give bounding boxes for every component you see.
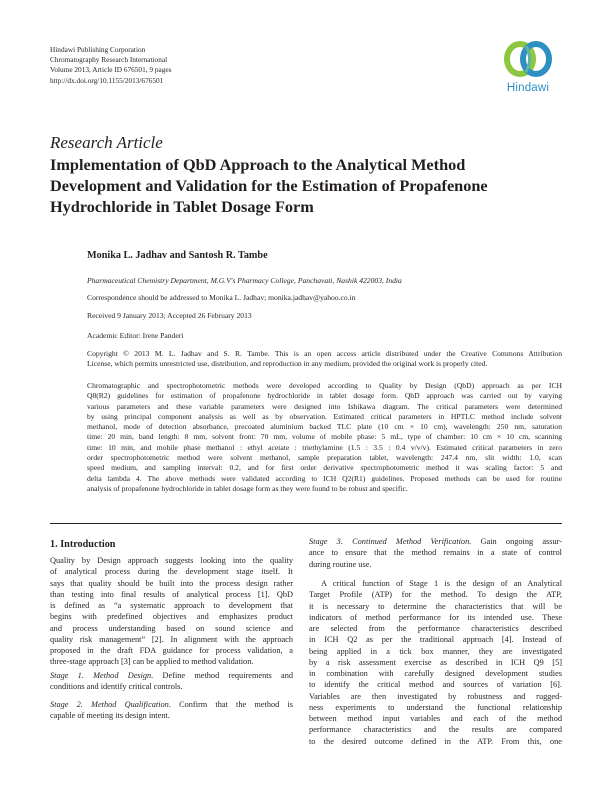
hindawi-logo: [494, 36, 562, 108]
hindawi-logo-icon: [502, 36, 554, 82]
text-line: begins with predefined objectives and emphasizes product: [50, 612, 293, 622]
text-line: ance to ensure that the method remains in a state of control: [309, 548, 562, 558]
stage-label: Stage 2. Method Qualification.: [50, 700, 171, 709]
journal-masthead: [50, 45, 171, 86]
text-line: of analytical process during the development stage itself. It: [50, 567, 293, 577]
article-type: Research Article: [50, 133, 163, 152]
text-line: proposed in the draft FDA guidance for process validation, a: [50, 646, 293, 655]
abstract-line: time: 20 min, band length: 8 mm, solvent front: 70 mm, volume of mobile phase: 5 mL, type of chamber: 10 cm × 10 cm, scanning: [87, 432, 562, 442]
text-line: in ICH Q2 as per the traditional approach [4]. Instead of: [309, 635, 562, 645]
text-line: [309, 536, 562, 547]
text-line: being applied in a tick box manner, they are investigated: [309, 646, 562, 656]
text-line: by a risk assessment exercise as described in ICH Q9 [5]: [309, 657, 562, 667]
publisher-name: Hindawi Publishing Corporation: [50, 45, 146, 54]
abstract-line: speed medium, and sampling interval: 0.2, and for first order derivative spectrophotometric method it was scaling factor: 5 and: [87, 463, 562, 473]
abstract-line: analysis of propafenone hydrochloride in tablet dosage form as they were found to be robust and specific.: [87, 483, 408, 493]
stage-3-paragraph: [309, 536, 562, 570]
section-divider: [50, 523, 562, 524]
abstract-line: time: 10 min, and mobile phase methanol : ethyl acetate : triethylamine (1.5 : 3.5 : 0.4 v/v/v). Estimated critical parameters in zero: [87, 442, 562, 452]
text-line: performance characteristics and the results are compared: [309, 725, 562, 735]
copyright-line: Copyright © 2013 M. L. Jadhav and S. R. Tambe. This is an open access article distributed under the Creative Commons Attribution: [87, 349, 562, 358]
text-line: are selected from the performance characteristics described: [309, 624, 562, 633]
stage-2-paragraph: [50, 699, 293, 722]
copyright-line: License, which permits unrestricted use, distribution, and reproduction in any medium, provided the original work is properly cited.: [87, 359, 488, 369]
text-line: Variables are then investigated by robustness and rugged-: [309, 691, 562, 701]
title-line: Development and Validation for the Estimation of Propafenone: [50, 176, 488, 195]
correspondence: Correspondence should be addressed to Monika L. Jadhav; monika.jadhav@yahoo.co.in: [87, 293, 356, 302]
stage-label: Stage 1. Method Design.: [50, 671, 154, 680]
text-line: [50, 699, 293, 710]
abstract-line: methanol, mode of detection absorbance, precoated aluminium backed TLC plate (10 cm × 10 cm), wavelength: 250 nm, saturation: [87, 422, 562, 432]
text-line: [50, 670, 293, 681]
text-line: Quality by Design approach suggests looking into the quality: [50, 556, 293, 565]
stage-text: Confirm that the method is: [170, 700, 293, 709]
academic-editor: Academic Editor: Irene Panderi: [87, 331, 184, 340]
text-line: indicators of method performance for its intended use. These: [309, 612, 562, 622]
text-line: to the desired outcome defined in the ATP. From this, one: [309, 736, 562, 746]
text-line: between method input variables and each of the method: [309, 714, 562, 723]
intro-paragraph: [50, 555, 293, 668]
text-line: Target Profile (ATP) for the method. To design the ATP,: [309, 590, 562, 600]
abstract-line: by using principal component analysis as well as by observation. Estimated critical parameters in HPTLC method include solvent: [87, 411, 562, 421]
stage-1-paragraph: [50, 670, 293, 693]
text-line: three-stage approach [3] can be applied to method validation.: [50, 657, 254, 667]
text-line: is defined as “a systematic approach to development that: [50, 601, 293, 610]
section-heading-introduction: 1. Introduction: [50, 539, 116, 550]
text-line: A critical function of Stage 1 is the design of an Analytical: [321, 579, 562, 588]
copyright-notice: [87, 349, 562, 370]
abstract-line: order spectrophotometric method were solvent methanol, sample preparation tablet, wavelength: 247.4 nm, slit width: 1.0, scan: [87, 453, 562, 463]
authors: Monika L. Jadhav and Santosh R. Tambe: [87, 250, 268, 261]
abstract: [87, 381, 562, 494]
text-line: it is necessary to determine the characteristics that will be: [309, 601, 562, 611]
text-line: during routine use.: [309, 559, 372, 569]
affiliation: Pharmaceutical Chemistry Department, M.G.V's Pharmacy College, Panchavati, Nashik 422003, India: [87, 276, 402, 285]
text-line: to identify the critical method and sources of variation [6].: [309, 680, 562, 690]
text-line: in combination with carefully designed development studies: [309, 669, 562, 678]
stage-text: Define method requirements and: [153, 671, 293, 680]
abstract-line: delta lambda 4. The above methods were validated according to ICH Q2(R1) guidelines. Proposed methods can be used for routine: [87, 473, 562, 483]
abstract-line: various parameters and these variable parameters were designed into Ishikawa diagram. The critical parameters were determined: [87, 401, 562, 411]
text-line: ness experiments to understand the functional relationship: [309, 702, 562, 712]
stage-text: Gain ongoing assur-: [471, 537, 562, 546]
text-line: conditions and identify critical controls.: [50, 682, 183, 692]
received-date: Received 9 January 2013; Accepted 26 February 2013: [87, 311, 252, 320]
doi-link[interactable]: http://dx.doi.org/10.1155/2013/676501: [50, 75, 164, 85]
text-line: says that quality should be built into the process design rather: [50, 578, 293, 588]
text-line: capable of meeting its design intent.: [50, 711, 170, 721]
text-line: and process understanding based on sound science and: [50, 623, 293, 633]
atp-paragraph: [309, 578, 562, 747]
stage-label: Stage 3. Continued Method Verification.: [309, 537, 472, 546]
title-line: Implementation of QbD Approach to the Analytical Method: [50, 155, 466, 174]
journal-name: Chromatography Research International: [50, 55, 168, 65]
abstract-line: Chromatographic and spectrophotometric methods were developed according to Quality by Design (QbD) approach as per ICH: [87, 381, 562, 390]
article-title: [50, 154, 570, 217]
abstract-line: Q8(R2) guidelines for estimation of propafenone hydrochloride in tablet dosage form. QbD approach was carried out by varying: [87, 391, 562, 401]
title-line: Hydrochloride in Tablet Dosage Form: [50, 197, 314, 216]
logo-wordmark: Hindawi: [506, 82, 550, 94]
volume-info: Volume 2013, Article ID 676501, 9 pages: [50, 65, 172, 75]
text-line: quality risk management” [2]. In alignment with the approach: [50, 634, 293, 644]
text-line: than testing into final results of analytical process [1]. QbD: [50, 589, 293, 599]
